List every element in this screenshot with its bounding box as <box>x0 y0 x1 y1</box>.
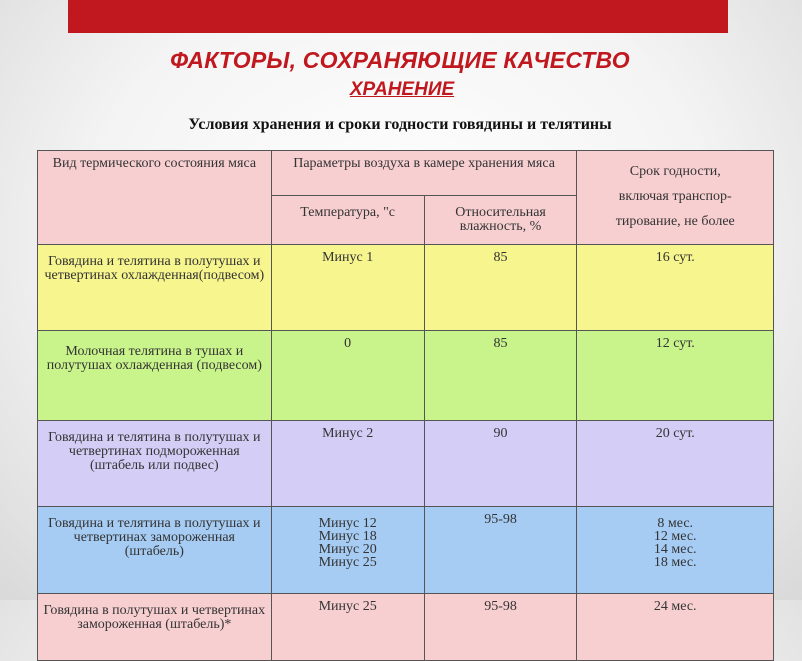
header-state: Вид термического состояния мяса <box>38 151 272 245</box>
cell-temperature: 0 <box>271 331 424 421</box>
table-row <box>38 331 774 421</box>
cell-state: Говядина и телятина в полутушах и четвертинах подмороженная (штабель или подвес) <box>38 421 272 507</box>
cell-shelf-life: 24 мес. <box>577 594 774 661</box>
header-shelf-life: Срок годности, включая транспор- тирование, не более <box>577 151 774 245</box>
table-row <box>38 421 774 507</box>
cell-temperature: Минус 2 <box>271 421 424 507</box>
header-air-params: Параметры воздуха в камере хранения мяса <box>271 151 577 196</box>
table-header-row <box>38 151 774 196</box>
header-temperature: Температура, "с <box>271 196 424 245</box>
cell-shelf-life: 8 мес. 12 мес. 14 мес. 18 мес. <box>577 507 774 594</box>
cell-humidity: 95-98 <box>424 507 577 594</box>
cell-temperature: Минус 25 <box>271 594 424 661</box>
cell-state: Говядина и телятина в полутушах и четвертинах охлажденная(подвесом) <box>38 245 272 331</box>
header-humidity: Относительная влажность, % <box>424 196 577 245</box>
cell-humidity: 85 <box>424 331 577 421</box>
top-banner-bar <box>68 0 728 33</box>
cell-shelf-life: 12 сут. <box>577 331 774 421</box>
storage-conditions-table <box>37 150 774 661</box>
cell-state: Говядина и телятина в полутушах и четвертинах замороженная (штабель) <box>38 507 272 594</box>
slide-subtitle: ХРАНЕНИЕ <box>349 79 455 100</box>
slide-title: ФАКТОРЫ, СОХРАНЯЮЩИЕ КАЧЕСТВО <box>170 47 630 73</box>
cell-shelf-life: 20 сут. <box>577 421 774 507</box>
cell-humidity: 95-98 <box>424 594 577 661</box>
table-row <box>38 245 774 331</box>
table-row <box>38 594 774 661</box>
cell-temperature: Минус 1 <box>271 245 424 331</box>
cell-shelf-life: 16 сут. <box>577 245 774 331</box>
cell-state: Говядина в полутушах и четвертинах замороженная (штабель)* <box>38 594 272 661</box>
cell-state: Молочная телятина в тушах и полутушах охлажденная (подвесом) <box>38 331 272 421</box>
table-caption: Условия хранения и сроки годности говядины и телятины <box>188 116 612 133</box>
cell-humidity: 90 <box>424 421 577 507</box>
cell-temperature: Минус 12 Минус 18 Минус 20 Минус 25 <box>271 507 424 594</box>
table-row <box>38 507 774 594</box>
cell-humidity: 85 <box>424 245 577 331</box>
